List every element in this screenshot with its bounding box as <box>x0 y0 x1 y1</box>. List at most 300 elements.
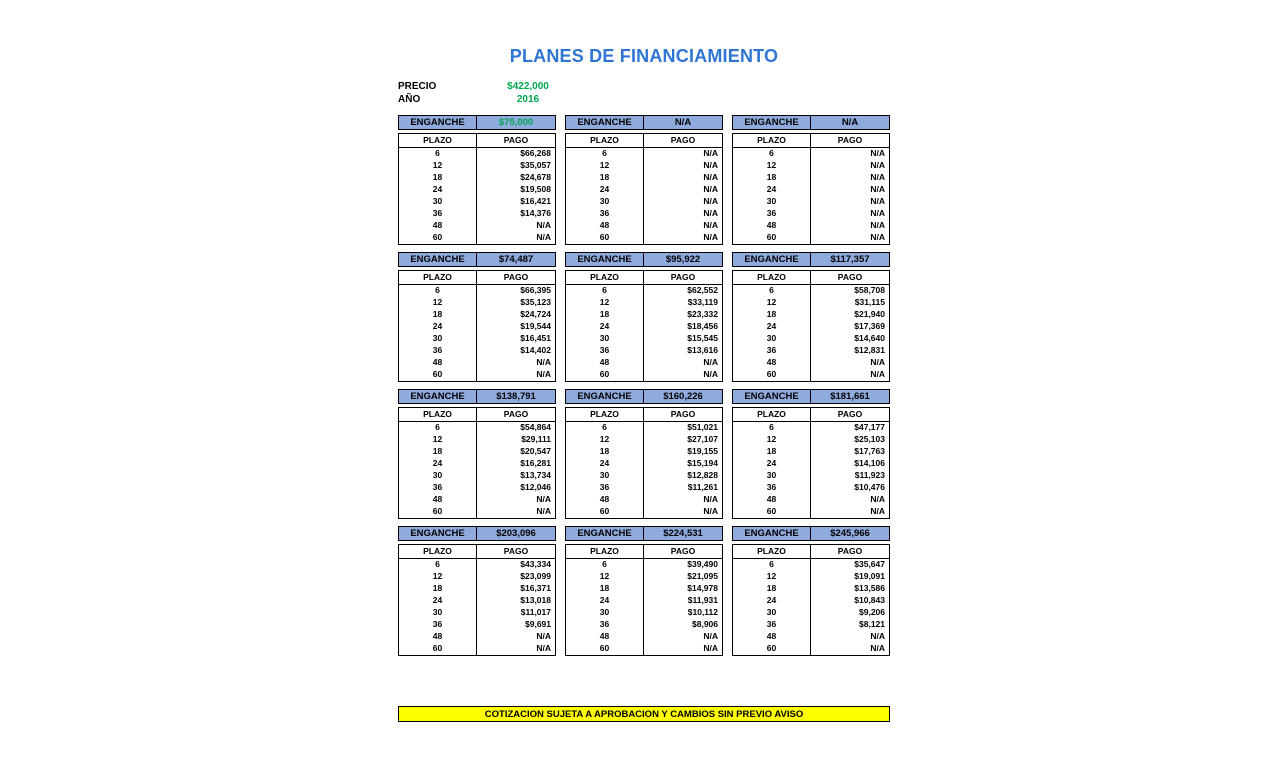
table-row <box>399 345 555 357</box>
plan-header <box>565 115 723 130</box>
table-row <box>566 494 722 506</box>
cell-plazo: 60 <box>399 643 477 655</box>
table-row <box>399 506 555 518</box>
enganche-value: $117,357 <box>830 254 870 265</box>
cell-pago: N/A <box>870 643 885 653</box>
table-row <box>399 208 555 220</box>
table-row <box>733 297 889 309</box>
enganche-value: N/A <box>841 117 859 128</box>
cell-plazo: 6 <box>399 559 477 571</box>
table-header-row <box>399 271 555 285</box>
table-row <box>733 506 889 518</box>
column-header-plazo: PLAZO <box>399 134 477 147</box>
cell-plazo: 48 <box>566 357 644 369</box>
cell-pago: $14,402 <box>520 345 551 355</box>
table-row <box>566 470 722 482</box>
table-row <box>566 309 722 321</box>
cell-plazo: 30 <box>566 470 644 482</box>
cell-plazo: 60 <box>399 506 477 518</box>
plans-grid <box>398 115 890 663</box>
column-header-pago: PAGO <box>670 546 696 556</box>
cell-plazo: 36 <box>733 619 811 631</box>
table-row <box>399 458 555 470</box>
column-header-pago: PAGO <box>503 409 529 419</box>
cell-pago: N/A <box>536 643 551 653</box>
table-row <box>399 148 555 160</box>
cell-plazo: 24 <box>733 458 811 470</box>
cell-pago: $17,763 <box>854 446 885 456</box>
cell-plazo: 24 <box>566 595 644 607</box>
cell-plazo: 18 <box>733 446 811 458</box>
column-header-pago: PAGO <box>837 409 863 419</box>
cell-plazo: 6 <box>566 148 644 160</box>
cell-plazo: 30 <box>733 196 811 208</box>
cell-pago: $10,843 <box>854 595 885 605</box>
cell-pago: $35,647 <box>854 559 885 569</box>
cell-pago: $9,691 <box>525 619 551 629</box>
cell-pago: $43,334 <box>520 559 551 569</box>
plan-table <box>565 270 723 382</box>
cell-plazo: 24 <box>733 321 811 333</box>
cell-plazo: 12 <box>399 160 477 172</box>
cell-pago: N/A <box>703 220 718 230</box>
enganche-label: ENGANCHE <box>733 527 811 540</box>
table-row <box>399 357 555 369</box>
table-header-row <box>399 545 555 559</box>
table-row <box>733 619 889 631</box>
table-row <box>733 482 889 494</box>
table-row <box>566 607 722 619</box>
cell-pago: N/A <box>703 172 718 182</box>
cell-plazo: 18 <box>566 309 644 321</box>
column-header-plazo: PLAZO <box>399 545 477 558</box>
cell-plazo: 18 <box>399 446 477 458</box>
cell-plazo: 36 <box>566 619 644 631</box>
cell-pago: $16,371 <box>520 583 551 593</box>
table-row <box>399 595 555 607</box>
cell-plazo: 30 <box>566 333 644 345</box>
enganche-value: $245,966 <box>830 528 870 539</box>
column-header-plazo: PLAZO <box>733 408 811 421</box>
cell-plazo: 30 <box>733 470 811 482</box>
enganche-value: $203,096 <box>496 528 536 539</box>
table-row <box>399 619 555 631</box>
cell-pago: N/A <box>870 148 885 158</box>
cell-pago: $19,544 <box>520 321 551 331</box>
plan-header <box>398 526 556 541</box>
table-row <box>566 285 722 297</box>
cell-plazo: 6 <box>733 285 811 297</box>
table-row <box>566 369 722 381</box>
price-row <box>398 80 598 93</box>
cell-plazo: 18 <box>566 446 644 458</box>
cell-pago: $11,923 <box>854 470 885 480</box>
cell-plazo: 36 <box>566 482 644 494</box>
cell-plazo: 48 <box>566 494 644 506</box>
cell-plazo: 48 <box>399 494 477 506</box>
enganche-label: ENGANCHE <box>733 116 811 129</box>
cell-pago: $8,906 <box>692 619 718 629</box>
table-row <box>399 470 555 482</box>
cell-pago: $11,931 <box>687 595 718 605</box>
cell-pago: $8,121 <box>859 619 885 629</box>
cell-plazo: 60 <box>566 369 644 381</box>
table-row <box>566 333 722 345</box>
cell-plazo: 60 <box>733 369 811 381</box>
cell-pago: $13,018 <box>520 595 551 605</box>
table-row <box>733 184 889 196</box>
cell-pago: N/A <box>536 220 551 230</box>
column-header-plazo: PLAZO <box>566 134 644 147</box>
table-row <box>566 506 722 518</box>
table-row <box>733 458 889 470</box>
enganche-label: ENGANCHE <box>733 390 811 403</box>
table-row <box>733 369 889 381</box>
table-row <box>566 196 722 208</box>
plans-row <box>398 526 890 656</box>
table-row <box>733 607 889 619</box>
table-row <box>399 333 555 345</box>
table-header-row <box>733 271 889 285</box>
cell-pago: N/A <box>870 631 885 641</box>
cell-plazo: 12 <box>733 434 811 446</box>
cell-pago: $21,095 <box>687 571 718 581</box>
cell-pago: $14,978 <box>687 583 718 593</box>
plan-card <box>565 252 723 382</box>
plan-card <box>732 115 890 245</box>
cell-pago: N/A <box>870 220 885 230</box>
cell-plazo: 18 <box>733 172 811 184</box>
table-row <box>399 446 555 458</box>
enganche-value: $138,791 <box>496 391 536 402</box>
cell-plazo: 36 <box>733 345 811 357</box>
plan-table <box>732 544 890 656</box>
table-row <box>733 583 889 595</box>
cell-plazo: 18 <box>399 309 477 321</box>
plan-card <box>565 526 723 656</box>
table-row <box>733 571 889 583</box>
cell-plazo: 48 <box>566 220 644 232</box>
table-row <box>566 172 722 184</box>
plan-table <box>732 270 890 382</box>
cell-pago: $20,547 <box>520 446 551 456</box>
cell-plazo: 6 <box>566 559 644 571</box>
cell-pago: $27,107 <box>687 434 718 444</box>
cell-plazo: 60 <box>566 643 644 655</box>
cell-pago: $18,456 <box>687 321 718 331</box>
cell-pago: $13,616 <box>687 345 718 355</box>
cell-plazo: 18 <box>566 172 644 184</box>
cell-pago: $19,508 <box>520 184 551 194</box>
table-row <box>399 309 555 321</box>
cell-pago: N/A <box>870 196 885 206</box>
cell-pago: N/A <box>703 160 718 170</box>
cell-pago: $13,586 <box>854 583 885 593</box>
cell-plazo: 24 <box>399 184 477 196</box>
cell-plazo: 36 <box>733 482 811 494</box>
price-label: PRECIO <box>398 81 437 92</box>
cell-plazo: 60 <box>733 643 811 655</box>
cell-pago: N/A <box>536 369 551 379</box>
cell-plazo: 6 <box>399 285 477 297</box>
cell-pago: N/A <box>870 494 885 504</box>
table-row <box>733 422 889 434</box>
cell-pago: N/A <box>536 494 551 504</box>
table-row <box>399 232 555 244</box>
column-header-plazo: PLAZO <box>566 408 644 421</box>
cell-plazo: 12 <box>733 571 811 583</box>
table-row <box>566 321 722 333</box>
cell-plazo: 36 <box>566 208 644 220</box>
year-label: AÑO <box>398 94 421 105</box>
table-row <box>733 285 889 297</box>
summary-info <box>398 80 598 106</box>
table-row <box>733 196 889 208</box>
cell-plazo: 6 <box>733 559 811 571</box>
cell-pago: N/A <box>703 184 718 194</box>
page-title: PLANES DE FINANCIAMIENTO <box>509 46 779 66</box>
cell-pago: $35,057 <box>520 160 551 170</box>
cell-pago: $24,678 <box>520 172 551 182</box>
plan-card <box>398 389 556 519</box>
cell-plazo: 24 <box>399 321 477 333</box>
plan-table <box>732 133 890 245</box>
table-row <box>566 345 722 357</box>
price-value: $422,000 <box>507 81 549 92</box>
cell-plazo: 12 <box>399 297 477 309</box>
table-header-row <box>733 408 889 422</box>
cell-pago: $15,194 <box>687 458 718 468</box>
cell-plazo: 24 <box>733 595 811 607</box>
cell-pago: N/A <box>703 148 718 158</box>
plan-table <box>398 133 556 245</box>
cell-pago: $51,021 <box>687 422 718 432</box>
table-header-row <box>399 134 555 148</box>
cell-pago: $19,155 <box>687 446 718 456</box>
cell-plazo: 30 <box>566 607 644 619</box>
cell-plazo: 12 <box>399 434 477 446</box>
cell-plazo: 48 <box>733 494 811 506</box>
plan-card <box>732 526 890 656</box>
table-row <box>399 321 555 333</box>
table-row <box>733 559 889 571</box>
cell-pago: $12,831 <box>854 345 885 355</box>
table-row <box>733 470 889 482</box>
table-row <box>566 482 722 494</box>
table-row <box>733 220 889 232</box>
table-row <box>566 148 722 160</box>
plan-table <box>565 407 723 519</box>
cell-plazo: 48 <box>733 631 811 643</box>
cell-pago: $16,281 <box>520 458 551 468</box>
cell-pago: $15,545 <box>687 333 718 343</box>
enganche-label: ENGANCHE <box>399 527 477 540</box>
cell-pago: $23,099 <box>520 571 551 581</box>
cell-pago: $14,640 <box>854 333 885 343</box>
table-header-row <box>566 134 722 148</box>
cell-plazo: 24 <box>566 321 644 333</box>
column-header-pago: PAGO <box>503 272 529 282</box>
enganche-label: ENGANCHE <box>566 527 644 540</box>
plan-table <box>732 407 890 519</box>
cell-plazo: 60 <box>566 232 644 244</box>
column-header-plazo: PLAZO <box>399 408 477 421</box>
table-row <box>566 232 722 244</box>
plan-table <box>565 133 723 245</box>
table-row <box>566 208 722 220</box>
cell-pago: N/A <box>536 631 551 641</box>
cell-pago: $66,395 <box>520 285 551 295</box>
cell-plazo: 24 <box>566 184 644 196</box>
cell-pago: $9,206 <box>859 607 885 617</box>
cell-pago: N/A <box>536 506 551 516</box>
plan-header <box>565 389 723 404</box>
cell-plazo: 36 <box>566 345 644 357</box>
table-row <box>399 559 555 571</box>
cell-plazo: 6 <box>733 422 811 434</box>
table-row <box>733 595 889 607</box>
disclaimer-note: COTIZACION SUJETA A APROBACION Y CAMBIOS SIN PREVIO AVISO <box>398 706 890 722</box>
table-row <box>399 172 555 184</box>
enganche-label: ENGANCHE <box>566 116 644 129</box>
table-row <box>733 345 889 357</box>
table-row <box>733 172 889 184</box>
enganche-value: $181,661 <box>830 391 870 402</box>
table-row <box>566 434 722 446</box>
enganche-label: ENGANCHE <box>566 253 644 266</box>
cell-plazo: 6 <box>566 422 644 434</box>
plan-card <box>732 252 890 382</box>
plan-card <box>398 252 556 382</box>
cell-plazo: 60 <box>733 506 811 518</box>
table-row <box>733 434 889 446</box>
plan-card <box>398 526 556 656</box>
cell-plazo: 60 <box>399 232 477 244</box>
table-row <box>399 369 555 381</box>
enganche-label: ENGANCHE <box>399 390 477 403</box>
enganche-value: $95,922 <box>665 254 701 265</box>
column-header-pago: PAGO <box>837 546 863 556</box>
cell-plazo: 18 <box>399 583 477 595</box>
table-row <box>733 494 889 506</box>
cell-pago: $33,119 <box>687 297 718 307</box>
year-value: 2016 <box>516 94 540 105</box>
cell-pago: N/A <box>870 506 885 516</box>
cell-pago: N/A <box>536 357 551 367</box>
cell-pago: $29,111 <box>521 434 551 444</box>
table-row <box>733 321 889 333</box>
table-row <box>733 446 889 458</box>
cell-plazo: 60 <box>566 506 644 518</box>
cell-pago: N/A <box>870 172 885 182</box>
cell-plazo: 36 <box>399 482 477 494</box>
plans-row <box>398 115 890 245</box>
cell-plazo: 36 <box>733 208 811 220</box>
plan-header <box>732 115 890 130</box>
column-header-plazo: PLAZO <box>566 545 644 558</box>
cell-plazo: 24 <box>399 458 477 470</box>
table-row <box>566 571 722 583</box>
table-header-row <box>733 134 889 148</box>
cell-pago: $23,332 <box>687 309 718 319</box>
table-row <box>566 160 722 172</box>
table-row <box>566 643 722 655</box>
plan-table <box>398 544 556 656</box>
cell-pago: $16,421 <box>520 196 551 206</box>
cell-plazo: 6 <box>399 422 477 434</box>
cell-plazo: 48 <box>399 220 477 232</box>
cell-plazo: 30 <box>399 333 477 345</box>
table-row <box>399 583 555 595</box>
cell-pago: N/A <box>703 631 718 641</box>
table-row <box>733 160 889 172</box>
table-row <box>399 643 555 655</box>
cell-plazo: 18 <box>733 583 811 595</box>
cell-plazo: 36 <box>399 619 477 631</box>
cell-plazo: 12 <box>733 160 811 172</box>
cell-plazo: 30 <box>399 470 477 482</box>
cell-plazo: 6 <box>733 148 811 160</box>
plan-card <box>732 389 890 519</box>
plan-table <box>398 270 556 382</box>
table-row <box>566 595 722 607</box>
enganche-label: ENGANCHE <box>399 116 477 129</box>
column-header-plazo: PLAZO <box>566 271 644 284</box>
cell-pago: N/A <box>870 232 885 242</box>
cell-plazo: 48 <box>733 220 811 232</box>
column-header-plazo: PLAZO <box>733 271 811 284</box>
cell-pago: N/A <box>703 208 718 218</box>
plan-header <box>732 526 890 541</box>
cell-pago: N/A <box>703 369 718 379</box>
plan-table <box>565 544 723 656</box>
cell-pago: $39,490 <box>687 559 718 569</box>
cell-plazo: 60 <box>733 232 811 244</box>
enganche-value: $224,531 <box>663 528 703 539</box>
cell-plazo: 60 <box>399 369 477 381</box>
cell-pago: $19,091 <box>854 571 885 581</box>
plans-row <box>398 252 890 382</box>
cell-plazo: 24 <box>566 458 644 470</box>
cell-plazo: 12 <box>566 297 644 309</box>
cell-pago: N/A <box>703 643 718 653</box>
enganche-value: N/A <box>674 117 692 128</box>
table-row <box>399 196 555 208</box>
cell-pago: $10,476 <box>854 482 885 492</box>
cell-pago: N/A <box>870 369 885 379</box>
column-header-pago: PAGO <box>503 135 529 145</box>
cell-plazo: 36 <box>399 208 477 220</box>
column-header-plazo: PLAZO <box>399 271 477 284</box>
cell-plazo: 12 <box>566 160 644 172</box>
plan-header <box>398 252 556 267</box>
cell-plazo: 12 <box>566 571 644 583</box>
table-row <box>566 422 722 434</box>
table-row <box>399 494 555 506</box>
cell-plazo: 48 <box>399 631 477 643</box>
column-header-pago: PAGO <box>837 135 863 145</box>
cell-pago: $25,103 <box>854 434 885 444</box>
cell-plazo: 24 <box>399 595 477 607</box>
cell-pago: $14,376 <box>520 208 551 218</box>
cell-pago: N/A <box>703 196 718 206</box>
plan-header <box>732 252 890 267</box>
cell-pago: $24,724 <box>520 309 551 319</box>
cell-pago: $16,451 <box>520 333 551 343</box>
cell-pago: N/A <box>703 357 718 367</box>
plan-header <box>398 115 556 130</box>
cell-plazo: 6 <box>399 148 477 160</box>
